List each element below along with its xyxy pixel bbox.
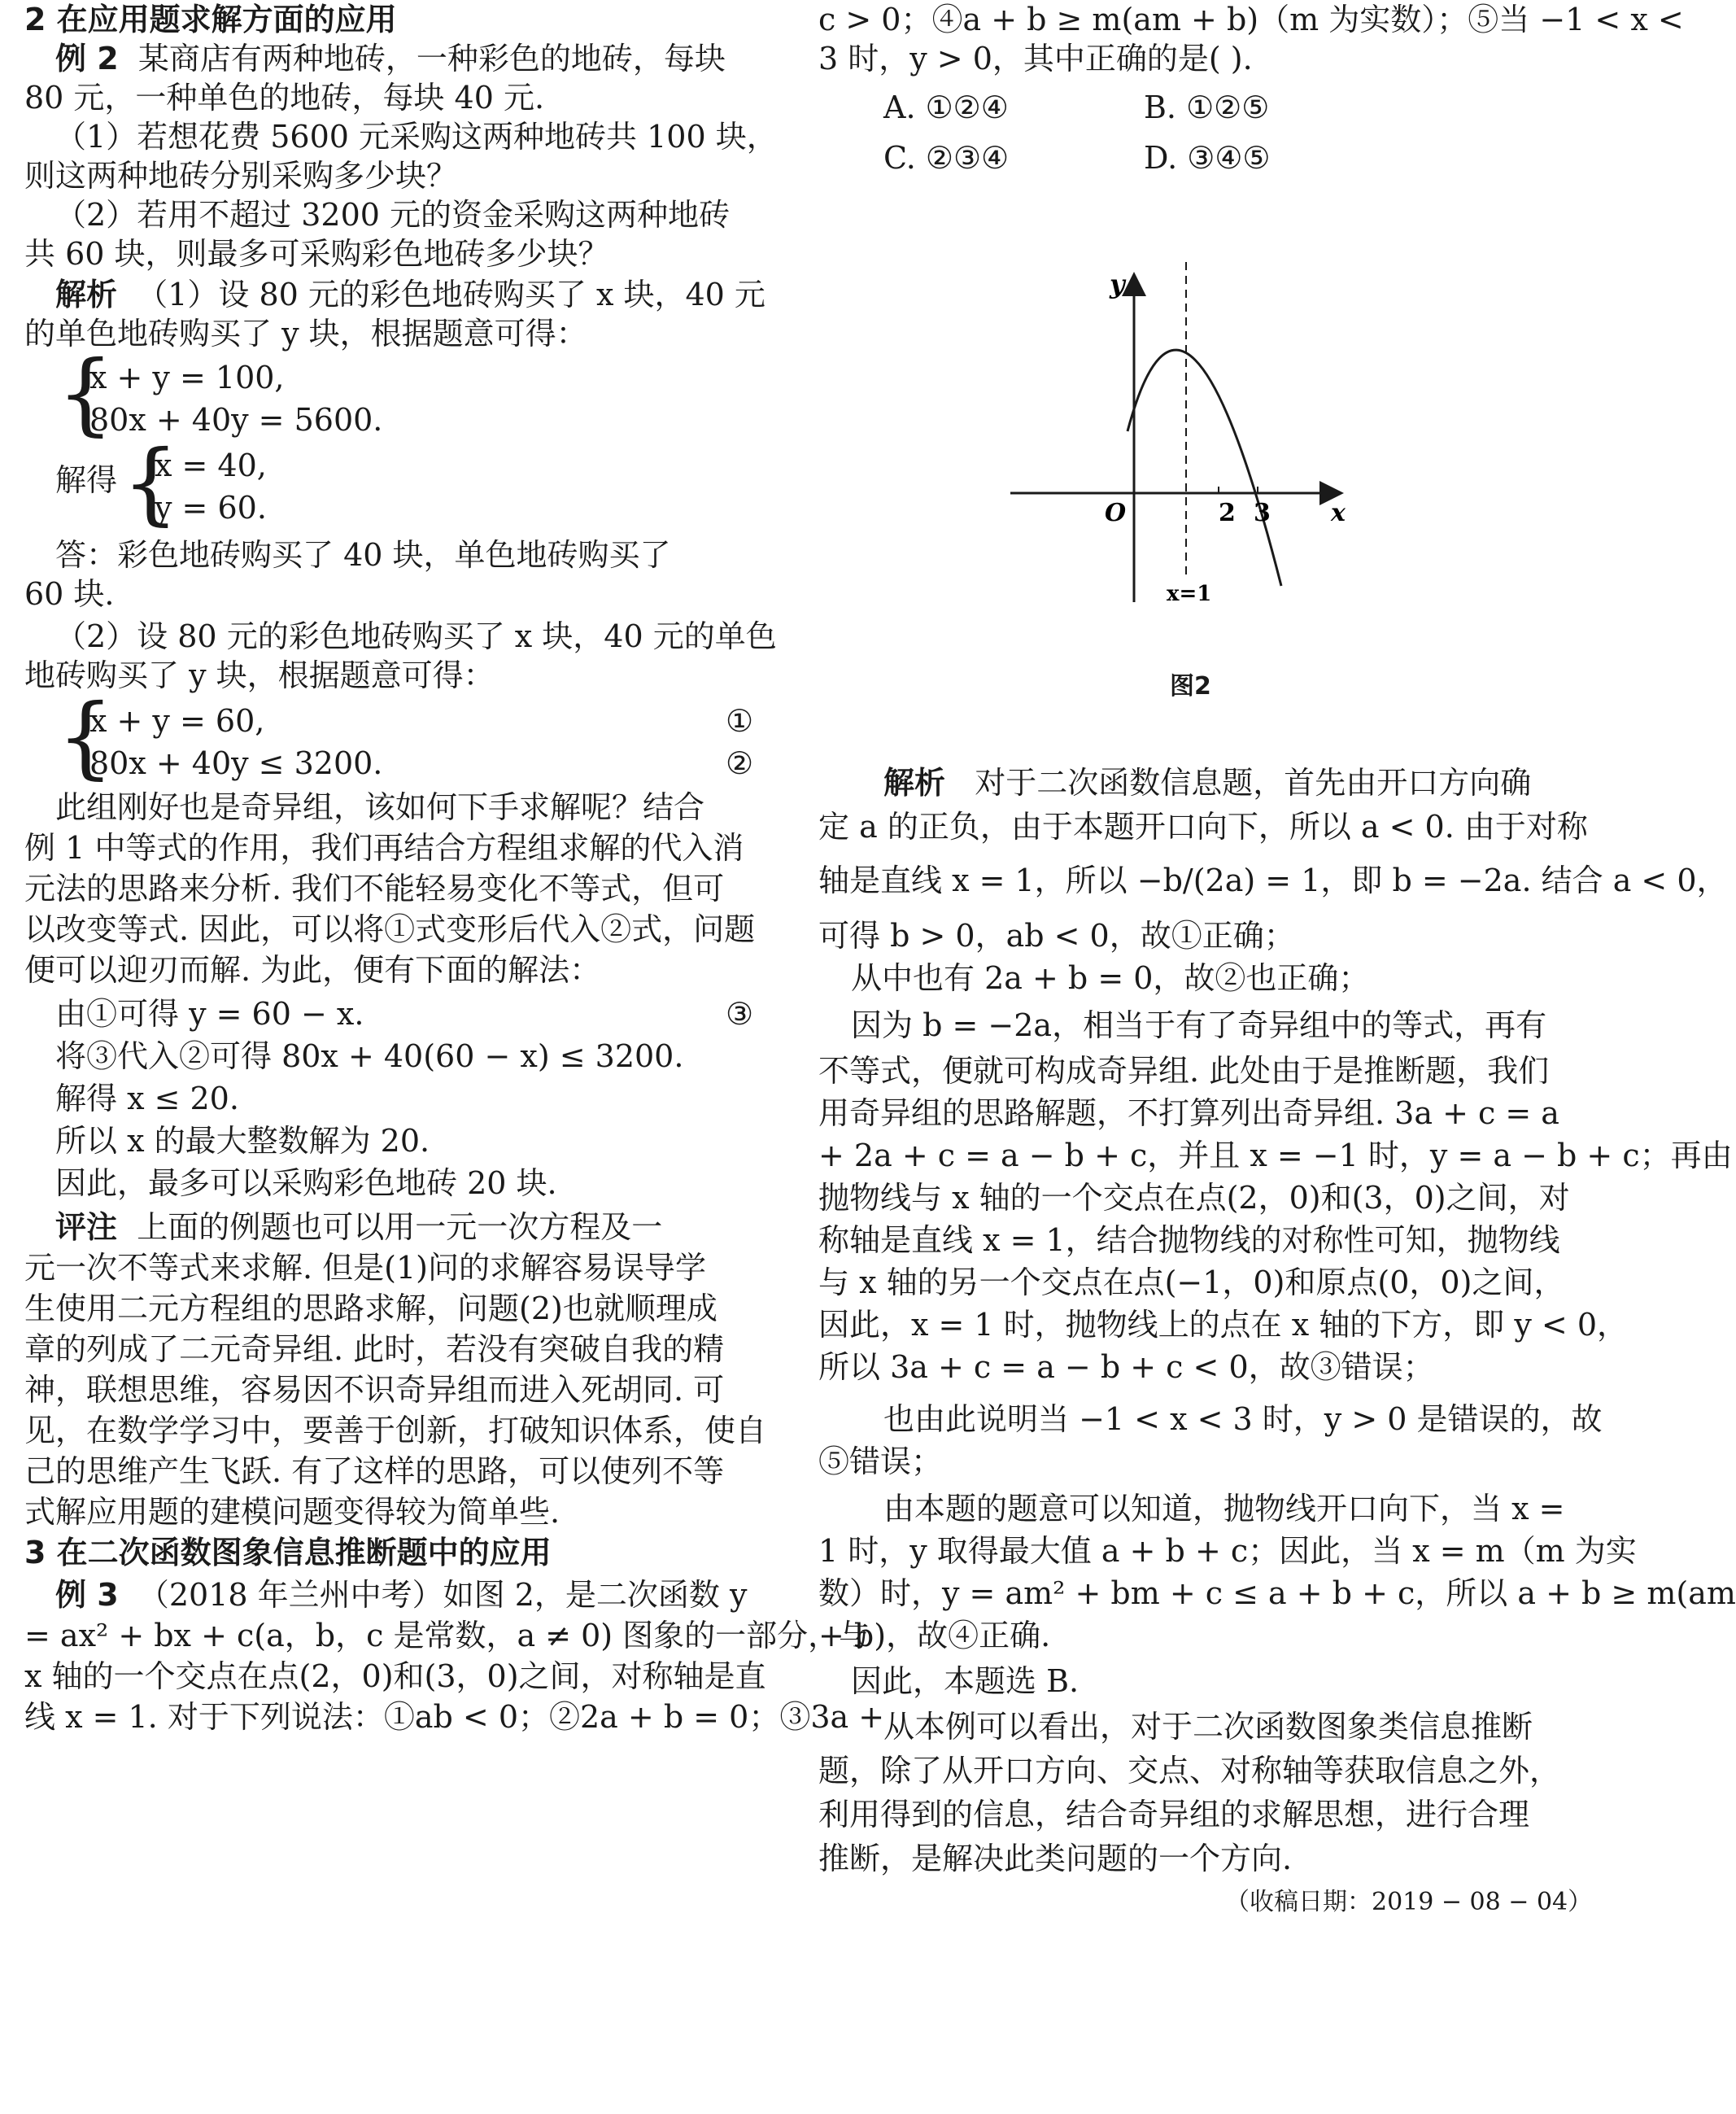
solution-label: 解析 bbox=[55, 277, 118, 312]
step-line-4: 所以 x 的最大整数解为 20. bbox=[55, 1123, 430, 1159]
analysis-line-5: 从中也有 2a + b = 0，故②也正确； bbox=[851, 960, 1370, 996]
solution-line-1: 解析 （1）设 80 元的彩色地砖购买了 x 块，40 元 bbox=[55, 277, 765, 312]
discussion-line-1: 此组刚好也是奇异组，该如何下手求解呢？结合 bbox=[55, 789, 705, 825]
analysis-line-23: 题，除了从开口方向、交点、对称轴等获取信息之外， bbox=[818, 1753, 1561, 1789]
system-1-eq-2: 80x + 40y = 5600. bbox=[89, 402, 383, 438]
solve-label: 解得 bbox=[55, 462, 118, 498]
example-2-line-1: 例 2 某商店有两种地砖，一种彩色的地砖，每块 bbox=[55, 41, 726, 76]
example-3-line-2: = ax² + bx + c(a，b，c 是常数，a ≠ 0) 图象的一部分，与 bbox=[24, 1618, 870, 1653]
question-2-line-1: （2）若用不超过 3200 元的资金采购这两种地砖 bbox=[55, 197, 731, 233]
analysis-line-9: + 2a + c = a − b + c，并且 x = −1 时，y = a − b + c；再由 bbox=[818, 1138, 1733, 1173]
analysis-line-15: 也由此说明当 −1 < x < 3 时，y > 0 是错误的，故 bbox=[883, 1401, 1603, 1437]
section-2-heading: 2 在应用题求解方面的应用 bbox=[24, 2, 397, 37]
analysis-line-21: 因此，本题选 B. bbox=[851, 1663, 1080, 1699]
analysis-line-18: 1 时，y 取得最大值 a + b + c；因此，当 x = m（m 为实 bbox=[818, 1533, 1637, 1569]
analysis-line-1: 解析 对于二次函数信息题，首先由开口方向确 bbox=[883, 765, 1532, 801]
figure-caption: 图2 bbox=[1170, 672, 1211, 701]
x-axis-label: x bbox=[1331, 499, 1346, 527]
analysis-line-19: 数）时，y = am² + bm + c ≤ a + b + c，所以 a + b ≥ m(am bbox=[818, 1575, 1736, 1611]
analysis-line-14: 所以 3a + c = a − b + c < 0，故③错误； bbox=[818, 1349, 1434, 1385]
review-line-5: 神，联想思维，容易因不识奇异组而进入死胡同. 可 bbox=[24, 1372, 725, 1408]
solution-line-2: 的单色地砖购买了 y 块，根据题意可得： bbox=[24, 316, 587, 352]
review-line-4: 章的列成了二元奇异组. 此时，若没有突破自我的精 bbox=[24, 1331, 725, 1367]
analysis-line-13: 因此，x = 1 时，抛物线上的点在 x 轴的下方，即 y < 0， bbox=[818, 1307, 1628, 1343]
example-3-line-4: 线 x = 1. 对于下列说法：①ab < 0；②2a + b = 0；③3a + bbox=[24, 1699, 885, 1735]
answer-line-1: 答：彩色地砖购买了 40 块，单色地砖购买了 bbox=[55, 537, 671, 573]
analysis-label: 解析 bbox=[883, 765, 946, 801]
option-d: D. ③④⑤ bbox=[1144, 140, 1271, 176]
system-2-eq-1: x + y = 60, bbox=[89, 703, 265, 739]
example-3-line-3: x 轴的一个交点在点(2，0)和(3，0)之间，对称轴是直 bbox=[24, 1658, 766, 1694]
review-line-8: 式解应用题的建模问题变得较为简单些. bbox=[24, 1494, 560, 1530]
step-line-2: 将③代入②可得 80x + 40(60 − x) ≤ 3200. bbox=[55, 1038, 684, 1074]
equation-mark-1: ① bbox=[726, 703, 754, 739]
equation-mark-2: ② bbox=[726, 745, 754, 781]
analysis-line-12: 与 x 轴的另一个交点在点(−1，0)和原点(0，0)之间， bbox=[818, 1264, 1565, 1300]
analysis-line-24: 利用得到的信息，结合奇异组的求解思想，进行合理 bbox=[818, 1797, 1530, 1832]
example-3-label: 例 3 bbox=[55, 1577, 119, 1613]
system-1-brace: { bbox=[57, 341, 114, 445]
part-2-line-1: （2）设 80 元的彩色地砖购买了 x 块，40 元的单色 bbox=[55, 618, 777, 654]
option-b: B. ①②⑤ bbox=[1144, 90, 1270, 125]
analysis-line-20: + b)，故④正确. bbox=[818, 1618, 1051, 1653]
step-line-3: 解得 x ≤ 20. bbox=[55, 1081, 239, 1116]
step-line-1: 由①可得 y = 60 − x. bbox=[55, 996, 364, 1032]
symmetry-axis-label: x=1 bbox=[1167, 582, 1212, 606]
review-line-1: 评注 上面的例题也可以用一元一次方程及一 bbox=[55, 1209, 663, 1245]
analysis-line-7: 不等式，便就可构成奇异组. 此处由于是推断题，我们 bbox=[818, 1053, 1550, 1089]
analysis-line-25: 推断，是解决此类问题的一个方向. bbox=[818, 1841, 1293, 1876]
analysis-line-11: 称轴是直线 x = 1，结合抛物线的对称性可知，抛物线 bbox=[818, 1222, 1560, 1258]
analysis-line-16: ⑤错误； bbox=[818, 1444, 943, 1479]
question-1-line-2: 则这两种地砖分别采购多少块？ bbox=[24, 158, 458, 194]
example-3-line-1: 例 3 （2018 年兰州中考）如图 2，是二次函数 y bbox=[55, 1577, 748, 1613]
step-line-5: 因此，最多可以采购彩色地砖 20 块. bbox=[55, 1165, 557, 1201]
system-2-eq-2: 80x + 40y ≤ 3200. bbox=[89, 745, 383, 781]
tick-label-2: 2 bbox=[1219, 499, 1236, 527]
question-1-line-1: （1）若想花费 5600 元采购这两种地砖共 100 块， bbox=[55, 119, 778, 155]
analysis-line-2: 定 a 的正负，由于本题开口向下，所以 a < 0. 由于对称 bbox=[818, 809, 1588, 845]
section-3-heading: 3 在二次函数图象信息推断题中的应用 bbox=[24, 1535, 552, 1570]
review-line-7: 己的思维产生飞跃. 有了这样的思路，可以使列不等 bbox=[24, 1453, 725, 1489]
figure-2 bbox=[818, 244, 1542, 606]
example-2-label: 例 2 bbox=[55, 41, 119, 76]
analysis-line-17: 由本题的题意可以知道，抛物线开口向下，当 x = bbox=[883, 1491, 1565, 1527]
review-line-3: 生使用二元方程组的思路求解，问题(2)也就顺理成 bbox=[24, 1291, 718, 1326]
y-axis-label: y bbox=[1110, 269, 1125, 299]
equation-mark-3: ③ bbox=[726, 996, 754, 1032]
discussion-line-4: 以改变等式. 因此，可以将①式变形后代入②式，问题 bbox=[24, 911, 756, 947]
tick-label-3: 3 bbox=[1254, 499, 1271, 527]
analysis-line-22: 从本例可以看出，对于二次函数图象类信息推断 bbox=[883, 1709, 1533, 1745]
review-line-2: 元一次不等式来求解. 但是(1)问的求解容易误导学 bbox=[24, 1250, 706, 1286]
option-a: A. ①②④ bbox=[883, 90, 1009, 125]
analysis-line-10: 抛物线与 x 轴的一个交点在点(2，0)和(3，0)之间，对 bbox=[818, 1180, 1570, 1216]
analysis-line-8: 用奇异组的思路解题，不打算列出奇异组. 3a + c = a bbox=[818, 1095, 1559, 1131]
solution-1-brace: { bbox=[122, 430, 179, 535]
analysis-line-6: 因为 b = −2a，相当于有了奇异组中的等式，再有 bbox=[851, 1007, 1547, 1043]
continuation-line-2: 3 时，y > 0，其中正确的是( ). bbox=[818, 41, 1253, 76]
solution-1-y: y = 60. bbox=[155, 490, 267, 526]
answer-line-2: 60 块. bbox=[24, 576, 115, 612]
origin-label: O bbox=[1105, 499, 1127, 527]
system-2-brace: { bbox=[57, 684, 114, 788]
option-c: C. ②③④ bbox=[883, 140, 1010, 176]
discussion-line-5: 便可以迎刃而解. 为此，便有下面的解法： bbox=[24, 952, 601, 988]
analysis-line-3: 轴是直线 x = 1，所以 −b/(2a) = 1，即 b = −2a. 结合 a < 0， bbox=[818, 863, 1728, 898]
parabola-curve bbox=[1128, 350, 1281, 586]
review-line-6: 见，在数学学习中，要善于创新，打破知识体系，使自 bbox=[24, 1413, 767, 1448]
continuation-line-1: c > 0；④a + b ≥ m(am + b)（m 为实数）；⑤当 −1 < x < bbox=[818, 2, 1684, 37]
system-1-eq-1: x + y = 100, bbox=[89, 360, 285, 395]
analysis-line-4: 可得 b > 0，ab < 0，故①正确； bbox=[818, 918, 1295, 954]
question-2-line-2: 共 60 块，则最多可采购彩色地砖多少块？ bbox=[24, 236, 609, 272]
part-2-line-2: 地砖购买了 y 块，根据题意可得： bbox=[24, 657, 495, 693]
example-2-line-2: 80 元，一种单色的地砖，每块 40 元. bbox=[24, 80, 545, 116]
discussion-line-3: 元法的思路来分析. 我们不能轻易变化不等式，但可 bbox=[24, 871, 725, 906]
discussion-line-2: 例 1 中等式的作用，我们再结合方程组求解的代入消 bbox=[24, 830, 744, 866]
solution-1-x: x = 40, bbox=[155, 448, 267, 483]
review-label: 评注 bbox=[55, 1209, 118, 1245]
received-date: （收稿日期：2019 − 08 − 04） bbox=[1225, 1888, 1593, 1916]
